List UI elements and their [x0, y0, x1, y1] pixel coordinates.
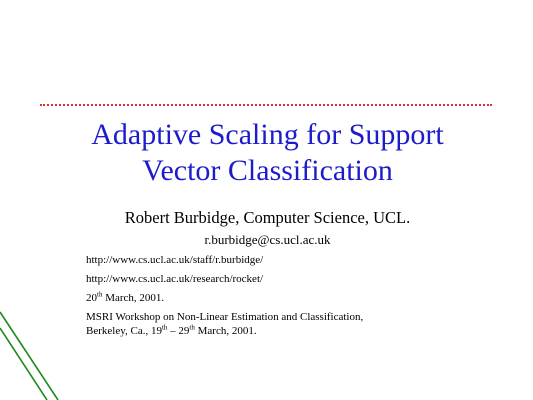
- workshop-mid: – 29: [167, 325, 190, 337]
- presentation-date: [86, 291, 506, 305]
- workshop-line-1: MSRI Workshop on Non-Linear Estimation and Classification,: [86, 311, 364, 323]
- slide-title: [20, 117, 515, 189]
- author-line: Robert Burbidge, Computer Science, UCL.: [124, 208, 411, 227]
- date-rest: March, 2001.: [102, 292, 165, 304]
- title-line-1: Adaptive Scaling for Support: [91, 118, 444, 151]
- workshop-sup-2: th: [189, 323, 195, 332]
- date-suffix: th: [97, 290, 103, 299]
- title-line-2: Vector Classification: [142, 154, 393, 187]
- dotted-divider: [40, 104, 492, 106]
- date-day: 20: [86, 292, 97, 304]
- workshop-line-2: [86, 324, 506, 338]
- corner-decoration: [0, 300, 60, 400]
- url-staff: http://www.cs.ucl.ac.uk/staff/r.burbidge/: [86, 254, 264, 266]
- workshop-post: March, 2001.: [194, 325, 257, 337]
- info-block: [86, 253, 506, 343]
- corner-line-2: [0, 328, 47, 400]
- corner-line-1: [0, 312, 58, 400]
- author-email: r.burbidge@cs.ucl.ac.uk: [204, 232, 331, 247]
- workshop-pre: Berkeley, Ca., 19: [86, 325, 162, 337]
- workshop-sup-1: th: [161, 323, 168, 332]
- url-research: http://www.cs.ucl.ac.uk/research/rocket/: [86, 273, 264, 285]
